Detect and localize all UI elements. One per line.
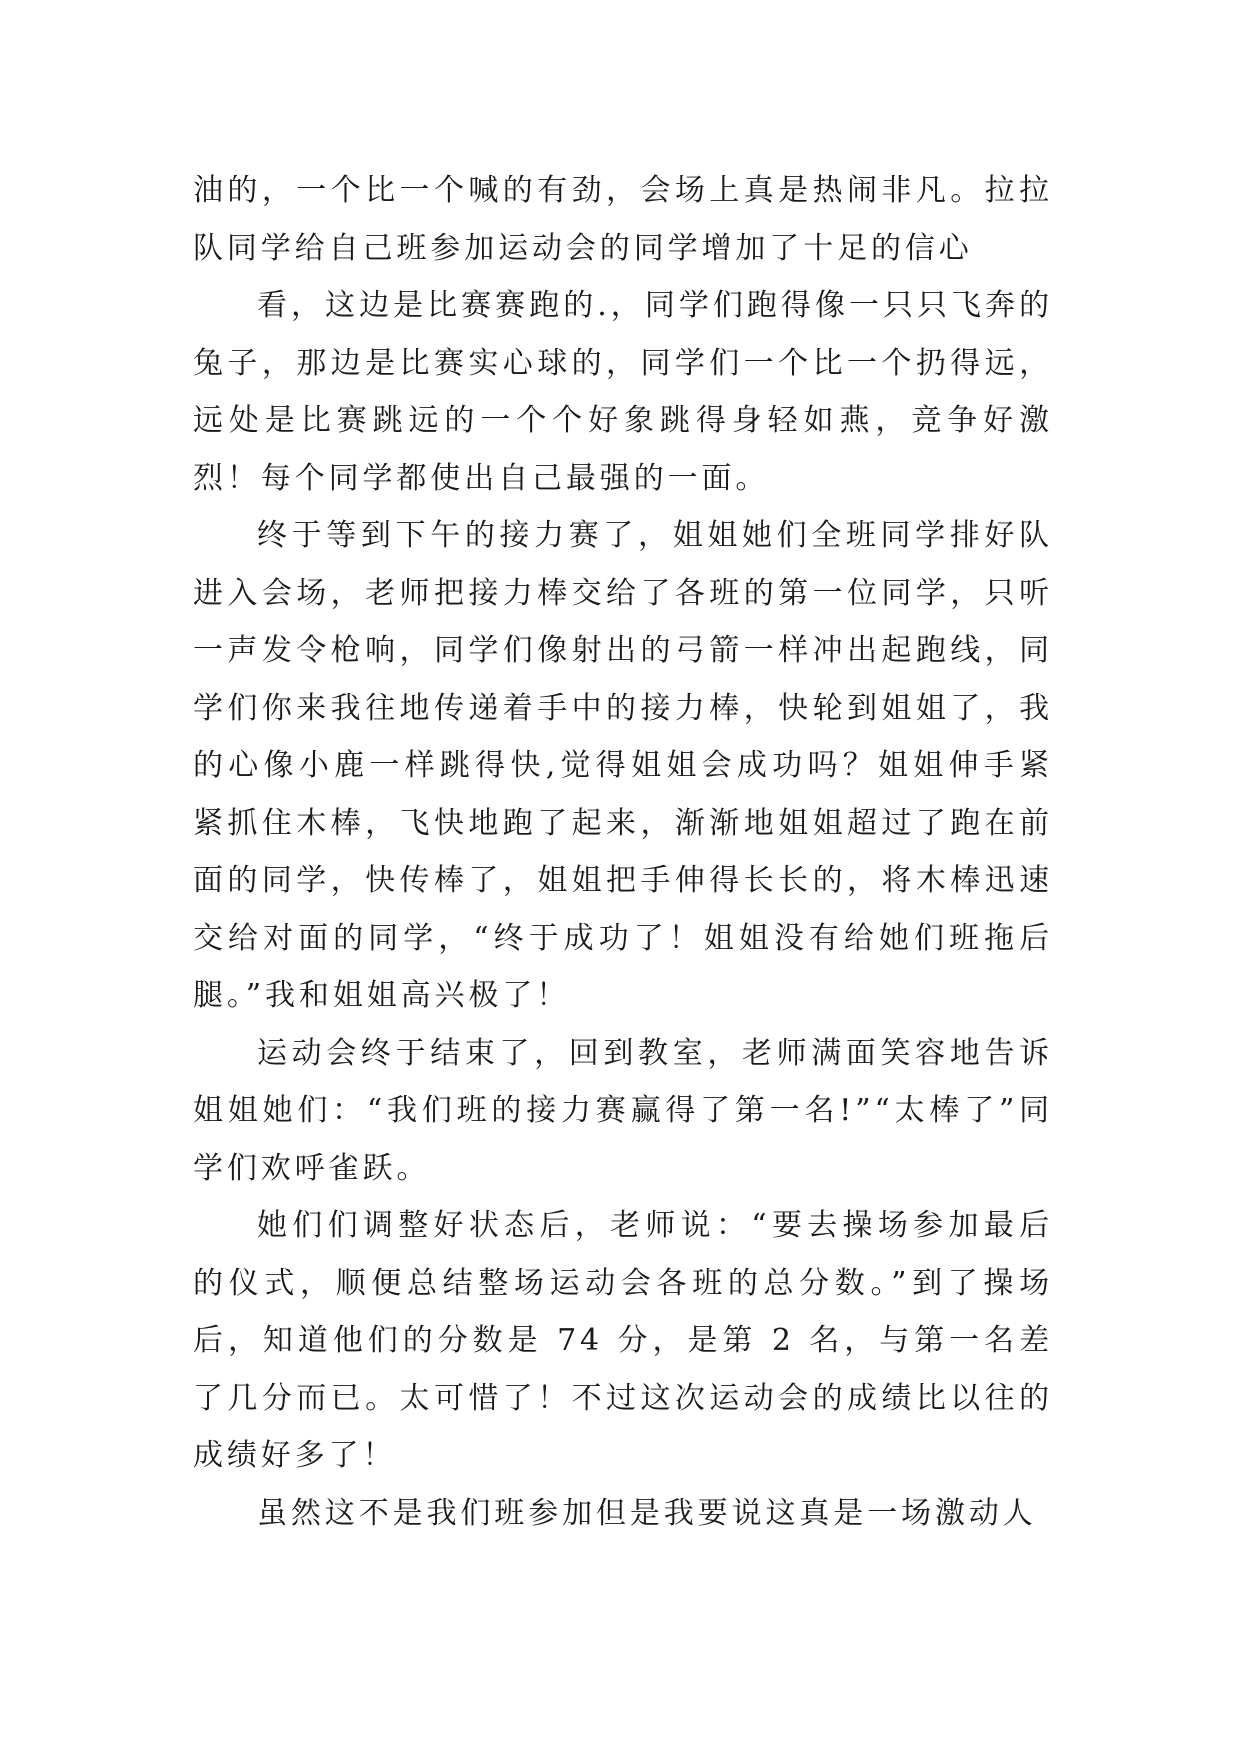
paragraph-5: 她们们调整好状态后，老师说：“要去操场参加最后的仪式，顺便总结整场运动会各班的总分数。”到了操场后，知道他们的分数是 74 分，是第 2 名，与第一名差了几分而已。太可惜了！不过这次运动会的成绩比以往的成绩好多了！ [193, 1208, 1053, 1473]
paragraph-1: 油的，一个比一个喊的有劲，会场上真是热闹非凡。拉拉队同学给自己班参加运动会的同学增加了十足的信心 [193, 173, 1053, 266]
paragraph-4: 运动会终于结束了，回到教室，老师满面笑容地告诉姐姐她们：“我们班的接力赛赢得了第一名!”“太棒了”同学们欢呼雀跃。 [193, 1035, 1053, 1186]
paragraph-2: 看，这边是比赛赛跑的.，同学们跑得像一只只飞奔的兔子，那边是比赛实心球的，同学们一个比一个扔得远，远处是比赛跳远的一个个好象跳得身轻如燕，竞争好激烈！每个同学都使出自己最强的一面。 [193, 288, 1053, 496]
paragraph-3: 终于等到下午的接力赛了，姐姐她们全班同学排好队进入会场，老师把接力棒交给了各班的第一位同学，只听一声发令枪响，同学们像射出的弓箭一样冲出起跑线，同学们你来我往地传递着手中的接力棒，快轮到姐姐了，我的心像小鹿一样跳得快,觉得姐姐会成功吗？姐姐伸手紧紧抓住木棒，飞快地跑了起来，渐渐地姐姐超过了跑在前面的同学，快传棒了，姐姐把手伸得长长的，将木棒迅速交给对面的同学，“终于成功了！姐姐没有给她们班拖后腿。”我和姐姐高兴极了！ [193, 518, 1053, 1013]
document-body [193, 162, 1053, 1542]
paragraph-6: 虽然这不是我们班参加但是我要说这真是一场激动人 [257, 1495, 1037, 1531]
